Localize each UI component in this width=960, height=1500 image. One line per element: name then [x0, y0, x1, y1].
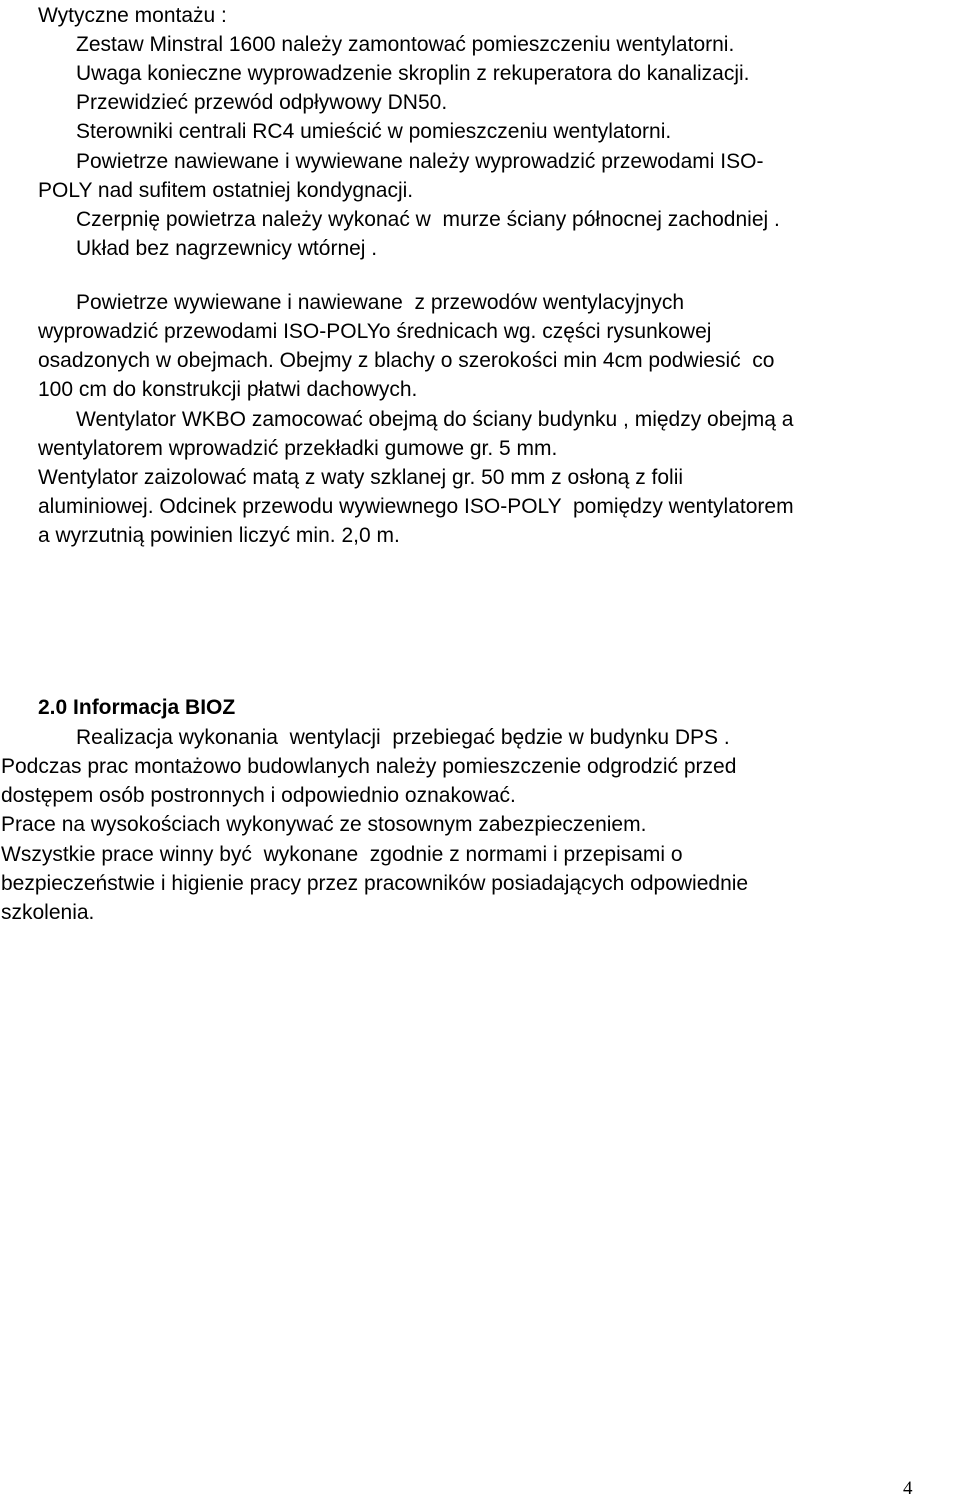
bioz-line: Podczas prac montażowo budowlanych należy pomieszczenie odgrodzić przed	[1, 755, 737, 778]
bioz-heading: 2.0 Informacja BIOZ	[38, 696, 236, 719]
guidelines-line: Układ bez nagrzewnicy wtórnej .	[76, 237, 378, 260]
bioz-line: Realizacja wykonania wentylacji przebiegać będzie w budynku DPS .	[76, 726, 730, 749]
installation-line: osadzonych w obejmach. Obejmy z blachy o szerokości min 4cm podwiesić co	[38, 349, 775, 372]
page-number: 4	[903, 1478, 913, 1499]
installation-line: a wyrzutnią powinien liczyć min. 2,0 m.	[38, 524, 400, 547]
installation-line: Powietrze wywiewane i nawiewane z przewodów wentylacyjnych	[76, 291, 685, 314]
guidelines-heading: Wytyczne montażu :	[38, 4, 227, 27]
bioz-line: Wszystkie prace winny być wykonane zgodnie z normami i przepisami o	[1, 843, 683, 866]
bioz-line: Prace na wysokościach wykonywać ze stosownym zabezpieczeniem.	[1, 813, 647, 836]
installation-line: Wentylator zaizolować matą z waty szklanej gr. 50 mm z osłoną z folii	[38, 466, 684, 489]
bioz-line: bezpieczeństwie i higienie pracy przez pracowników posiadających odpowiednie	[1, 872, 749, 895]
guidelines-line: Czerpnię powietrza należy wykonać w murze ściany północnej zachodniej .	[76, 208, 780, 231]
installation-line: 100 cm do konstrukcji płatwi dachowych.	[38, 378, 418, 401]
guidelines-line: Sterowniki centrali RC4 umieścić w pomieszczeniu wentylatorni.	[76, 120, 672, 143]
installation-line: aluminiowej. Odcinek przewodu wywiewnego ISO-POLY pomiędzy wentylatorem	[38, 495, 794, 518]
guidelines-line: Przewidzieć przewód odpływowy DN50.	[76, 91, 448, 114]
guidelines-line: POLY nad sufitem ostatniej kondygnacji.	[38, 179, 414, 202]
bioz-line: szkolenia.	[1, 901, 95, 924]
guidelines-line: Powietrze nawiewane i wywiewane należy wyprowadzić przewodami ISO-	[76, 150, 764, 173]
guidelines-line: Zestaw Minstral 1600 należy zamontować pomieszczeniu wentylatorni.	[76, 33, 735, 56]
bioz-line: dostępem osób postronnych i odpowiednio oznakować.	[1, 784, 516, 807]
installation-line: Wentylator WKBO zamocować obejmą do ściany budynku , między obejmą a	[76, 408, 794, 431]
guidelines-line: Uwaga konieczne wyprowadzenie skroplin z rekuperatora do kanalizacji.	[76, 62, 750, 85]
installation-line: wentylatorem wprowadzić przekładki gumowe gr. 5 mm.	[38, 437, 558, 460]
installation-line: wyprowadzić przewodami ISO-POLYo średnicach wg. części rysunkowej	[38, 320, 712, 343]
